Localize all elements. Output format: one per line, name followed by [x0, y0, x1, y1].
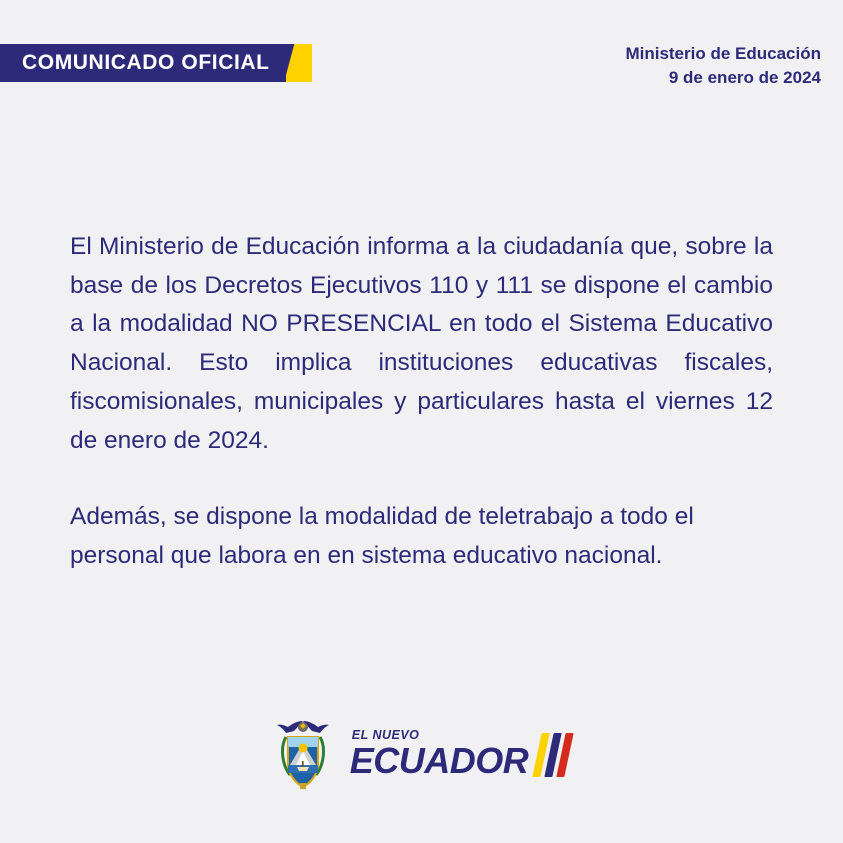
communique-body	[70, 228, 773, 576]
brand-tagline: EL NUEVO	[351, 727, 420, 742]
brand-name: ECUADOR	[349, 740, 529, 782]
ministry-name: Ministerio de Educación	[625, 44, 821, 63]
badge-yellow-slash-icon	[286, 44, 312, 82]
brand-text	[350, 729, 529, 780]
ecuador-flag-bars-icon	[537, 733, 569, 777]
official-communique-badge	[0, 44, 312, 82]
header	[0, 0, 843, 112]
footer	[0, 717, 843, 791]
paragraph-2: Además, se dispone la modalidad de teletrabajo a todo el personal que labora en en sistema educativo nacional.	[70, 503, 694, 569]
badge-label-container	[0, 44, 286, 82]
el-nuevo-ecuador-logo	[350, 729, 570, 780]
publication-date: 9 de enero de 2024	[668, 68, 821, 88]
header-meta	[625, 42, 821, 90]
ecuador-coat-of-arms-icon	[274, 717, 332, 791]
paragraph-1: El Ministerio de Educación informa a la ciudadanía que, sobre la base de los Decretos Ejecutivos 110 y 111 se dispone el cambio a la modalidad NO PRESENCIAL en todo el Sistema Educativo Nacional. Esto implica instituciones educativas fiscales, fiscomisionales, municipales y particulares hasta el viernes 12 de enero de 2024.	[70, 233, 773, 454]
badge-label: COMUNICADO OFICIAL	[22, 51, 270, 74]
